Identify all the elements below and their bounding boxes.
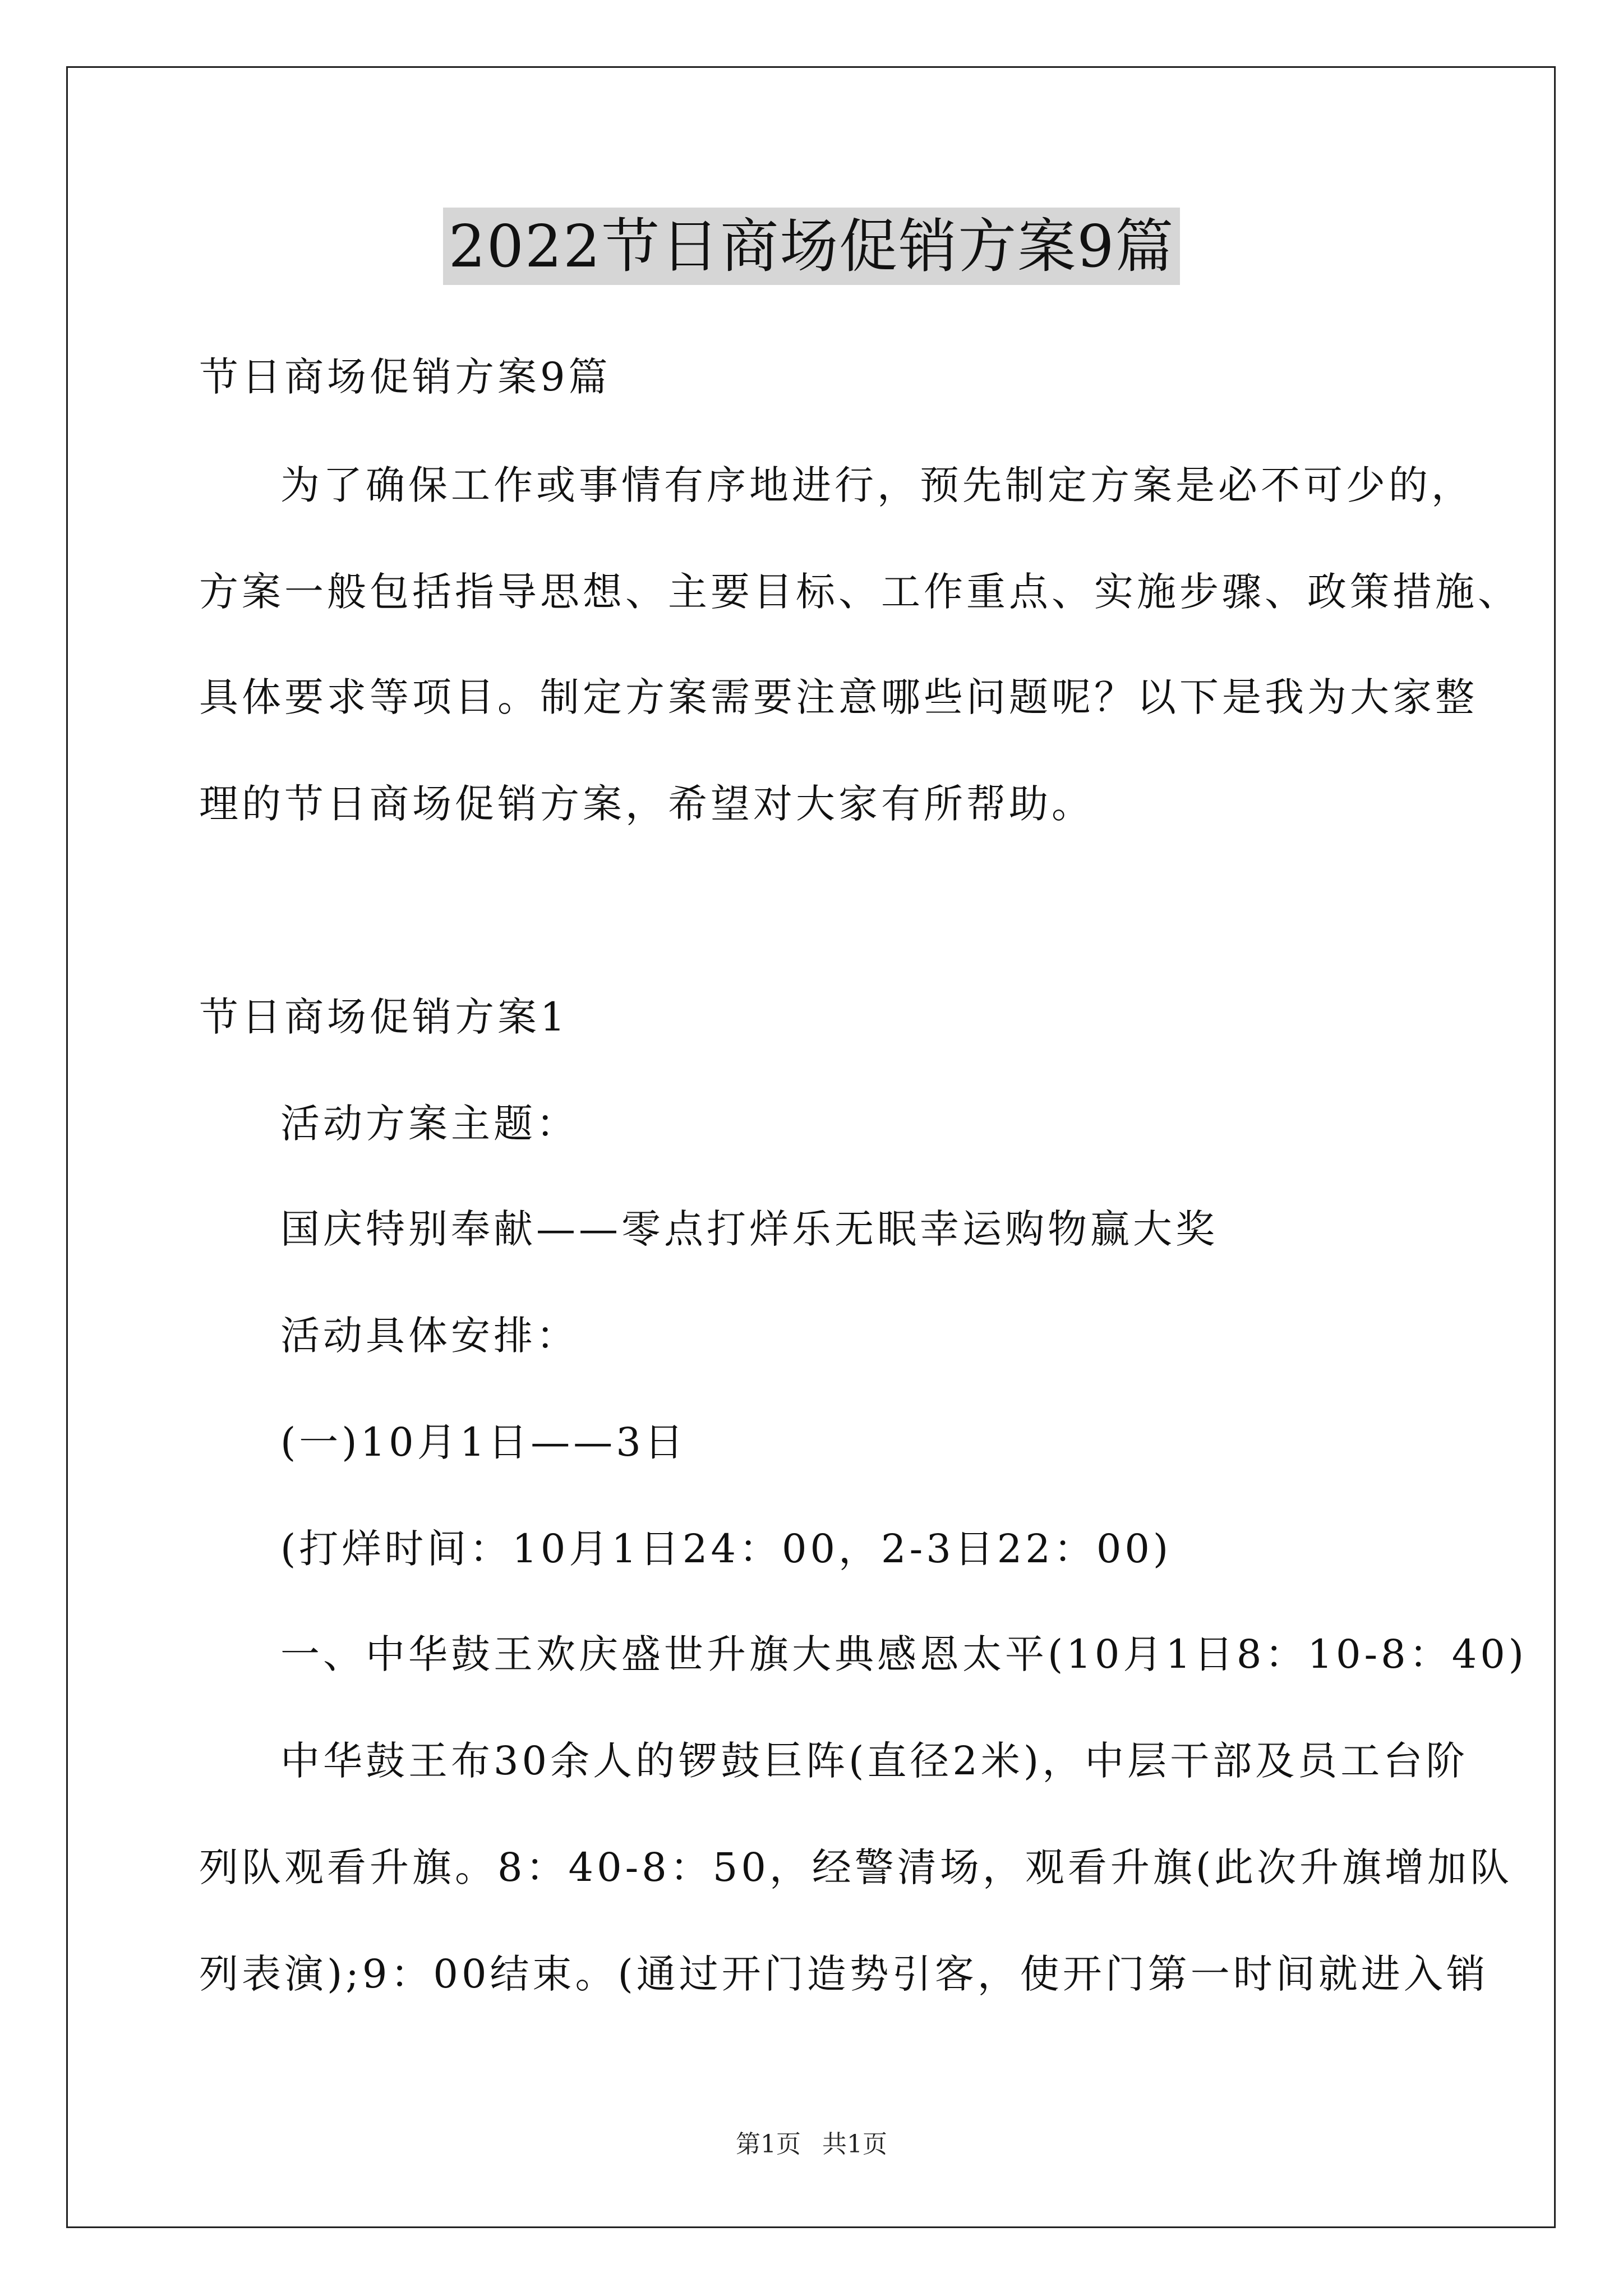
- page-total: 共1页: [822, 2130, 887, 2159]
- body-line: 国庆特别奉献——零点打烊乐无眠幸运购物赢大奖: [280, 1206, 1218, 1252]
- page-footer: [0, 2129, 1623, 2160]
- body-line: 方案一般包括指导思想、主要目标、工作重点、实施步骤、政策措施、: [199, 569, 1520, 615]
- subtitle-line: 节日商场促销方案9篇: [199, 354, 611, 400]
- body-line: 具体要求等项目。制定方案需要注意哪些问题呢？以下是我为大家整: [199, 674, 1478, 720]
- body-line: 一、中华鼓王欢庆盛世升旗大典感恩太平(10月1日8：10-8：40): [280, 1631, 1528, 1677]
- page-number: 第1页: [736, 2130, 801, 2159]
- body-line: 活动方案主题：: [280, 1101, 579, 1147]
- body-line: (打烊时间：10月1日24：00，2-3日22：00): [280, 1526, 1172, 1572]
- document-title: 2022节日商场促销方案9篇: [443, 208, 1181, 285]
- body-line: 理的节日商场促销方案，希望对大家有所帮助。: [199, 781, 1094, 827]
- body-line: 中华鼓王布30余人的锣鼓巨阵(直径2米)，中层干部及员工台阶: [280, 1738, 1469, 1784]
- body-line: 列表演);9：00结束。(通过开门造势引客，使开门第一时间就进入销: [199, 1951, 1489, 1997]
- body-line: (一)10月1日——3日: [280, 1419, 687, 1465]
- body-line: 为了确保工作或事情有序地进行，预先制定方案是必不可少的，: [280, 462, 1474, 508]
- body-line: 活动具体安排：: [280, 1313, 579, 1359]
- body-line: 列队观看升旗。8：40-8：50，经警清场，观看升旗(此次升旗增加队: [199, 1844, 1513, 1890]
- title-wrapper: [0, 208, 1623, 285]
- section-heading: 节日商场促销方案1: [199, 994, 569, 1040]
